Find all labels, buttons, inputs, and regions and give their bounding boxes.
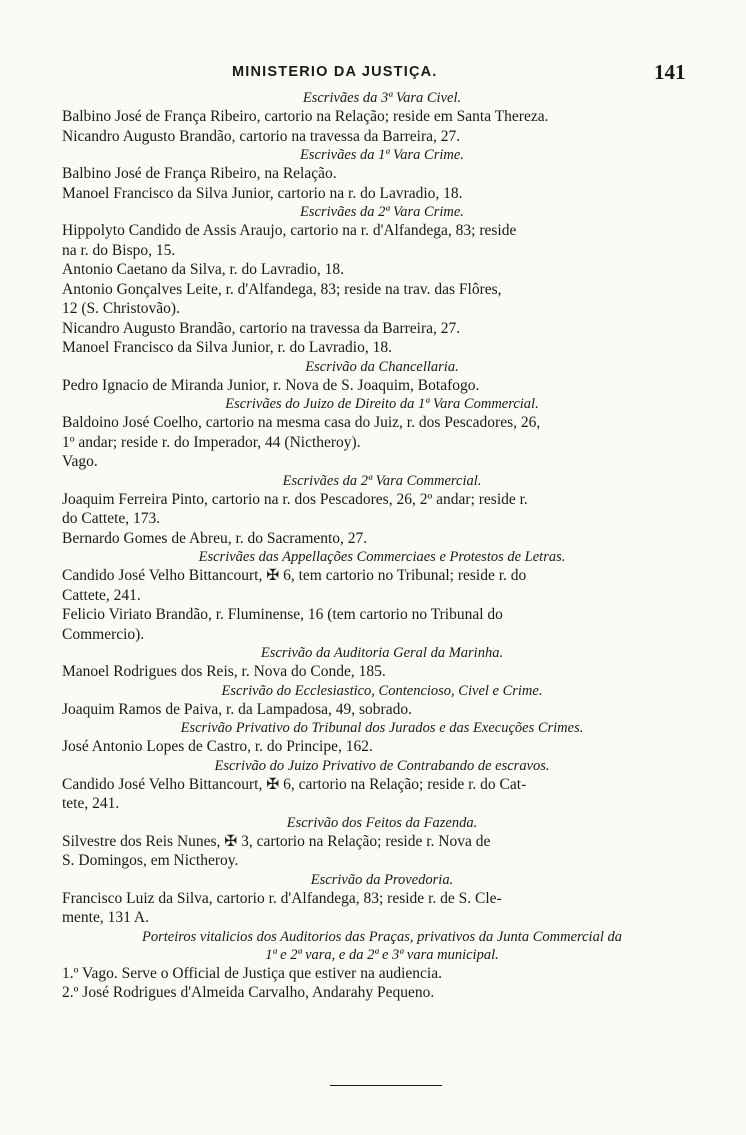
entry-line: Manoel Rodrigues dos Reis, r. Nova do Conde, 185.	[62, 663, 386, 680]
section-heading-continued: 1ª e 2ª vara, e da 2ª e 3ª vara municipal.	[265, 946, 499, 963]
entry-line: 1º andar; reside r. do Imperador, 44 (Nictheroy).	[62, 433, 361, 451]
directory-entry	[62, 127, 702, 147]
entry-line: mente, 131 A.	[62, 909, 149, 926]
section-heading: Escrivães da 2ª Vara Commercial.	[282, 472, 482, 489]
section-heading: Escrivão da Chancellaria.	[305, 358, 459, 375]
entry-line: Silvestre dos Reis Nunes, ✠ 3, cartorio na Relação; reside r. Nova de	[62, 832, 491, 850]
entry-line: Cattete, 241.	[62, 586, 141, 604]
section-heading: Escrivão do Juizo Privativo de Contrabando de escravos.	[214, 757, 550, 774]
entry-line: Hippolyto Candido de Assis Araujo, cartorio na r. d'Alfandega, 83; reside	[62, 222, 517, 239]
directory-entry	[62, 775, 702, 814]
section-heading: Escrivães da 1ª Vara Crime.	[300, 147, 464, 163]
entry-line: Pedro Ignacio de Miranda Junior, r. Nova de S. Joaquim, Botafogo.	[62, 376, 480, 394]
section-heading: Escrivão dos Feitos da Fazenda.	[286, 814, 478, 831]
entry-line: Francisco Luiz da Silva, cartorio r. d'Alfandega, 83; reside r. de S. Cle-	[62, 889, 502, 907]
directory-entry	[62, 376, 702, 396]
end-rule	[330, 1085, 442, 1086]
directory-entry	[62, 413, 702, 452]
section-heading: Escrivães do Juizo de Direito da 1ª Vara Commercial.	[225, 396, 539, 412]
section-heading: Escrivão da Provedoria.	[310, 871, 454, 888]
entry-line: Felicio Viriato Brandão, r. Fluminense, 16 (tem cartorio no Tribunal do	[62, 606, 503, 623]
entry-line: 2.º José Rodrigues d'Almeida Carvalho, Andarahy Pequeno.	[62, 984, 435, 1001]
section-heading: Escrivães da 2ª Vara Crime.	[300, 204, 464, 220]
section-heading: Escrivão da Auditoria Geral da Marinha.	[260, 645, 504, 661]
directory-entry	[62, 605, 702, 644]
entry-line: Candido José Velho Bittancourt, ✠ 6, cartorio na Relação; reside r. do Cat-	[62, 775, 527, 793]
entry-line: 12 (S. Christovão).	[62, 300, 180, 317]
entry-line: Bernardo Gomes de Abreu, r. do Sacramento, 27.	[62, 529, 368, 547]
directory-entry	[62, 964, 702, 984]
entry-line: Vago.	[62, 453, 98, 470]
directory-entry	[62, 700, 702, 720]
entry-line: Joaquim Ramos de Paiva, r. da Lampadosa, 49, sobrado.	[62, 700, 412, 718]
entry-line: Joaquim Ferreira Pinto, cartorio na r. dos Pescadores, 26, 2º andar; reside r.	[62, 490, 528, 508]
directory-entry	[62, 107, 702, 127]
entry-line: tete, 241.	[62, 795, 120, 812]
directory-entry	[62, 260, 702, 280]
entry-line: Antonio Gonçalves Leite, r. d'Alfandega, 83; reside na trav. das Flôres,	[62, 280, 502, 298]
entry-line: José Antonio Lopes de Castro, r. do Principe, 162.	[62, 738, 373, 755]
entry-line: 1.º Vago. Serve o Official de Justiça que estiver na audiencia.	[62, 964, 442, 982]
directory-listing	[62, 89, 702, 1003]
entry-line: Nicandro Augusto Brandão, cartorio na travessa da Barreira, 27.	[62, 127, 461, 145]
directory-entry	[62, 319, 702, 339]
directory-entry	[62, 662, 702, 682]
directory-entry	[62, 280, 702, 319]
running-title: MINISTERIO DA JUSTIÇA.	[232, 64, 438, 80]
section-heading: Escrivães das Appellações Commerciaes e Protestos de Letras.	[198, 549, 566, 565]
page-number: 141	[654, 60, 686, 84]
directory-entry	[62, 221, 702, 260]
page-header	[0, 58, 746, 88]
entry-line: S. Domingos, em Nictheroy.	[62, 852, 239, 869]
directory-entry	[62, 983, 702, 1003]
directory-entry	[62, 832, 702, 871]
directory-entry	[62, 164, 702, 184]
entry-line: na r. do Bispo, 15.	[62, 241, 176, 259]
section-heading: Escrivães da 3ª Vara Civel.	[302, 90, 462, 106]
entry-line: Antonio Caetano da Silva, r. do Lavradio, 18.	[62, 261, 344, 278]
directory-entry	[62, 889, 702, 928]
entry-line: do Cattete, 173.	[62, 510, 161, 527]
entry-line: Balbino José de França Ribeiro, na Relação.	[62, 165, 337, 182]
section-heading: Porteiros vitalicios dos Auditorios das Praças, privativos da Junta Commercial da	[142, 928, 622, 945]
section-heading: Escrivão Privativo do Tribunal dos Jurados e das Execuções Crimes.	[180, 720, 584, 736]
entry-line: Commercio).	[62, 625, 145, 643]
entry-line: Balbino José de França Ribeiro, cartorio na Relação; reside em Santa Thereza.	[62, 108, 549, 125]
entry-line: Candido José Velho Bittancourt, ✠ 6, tem cartorio no Tribunal; reside r. do	[62, 567, 527, 584]
section-heading: Escrivão do Ecclesiastico, Contencioso, Civel e Crime.	[221, 682, 543, 699]
directory-entry	[62, 737, 702, 757]
entry-line: Manoel Francisco da Silva Junior, cartorio na r. do Lavradio, 18.	[62, 184, 463, 202]
directory-entry	[62, 490, 702, 529]
directory-entry	[62, 184, 702, 204]
directory-entry	[62, 338, 702, 358]
entry-line: Baldoino José Coelho, cartorio na mesma casa do Juiz, r. dos Pescadores, 26,	[62, 414, 541, 431]
entry-line: Nicandro Augusto Brandão, cartorio na travessa da Barreira, 27.	[62, 319, 461, 337]
directory-entry	[62, 529, 702, 549]
directory-entry	[62, 566, 702, 605]
entry-line: Manoel Francisco da Silva Junior, r. do Lavradio, 18.	[62, 339, 392, 356]
directory-entry	[62, 452, 702, 472]
